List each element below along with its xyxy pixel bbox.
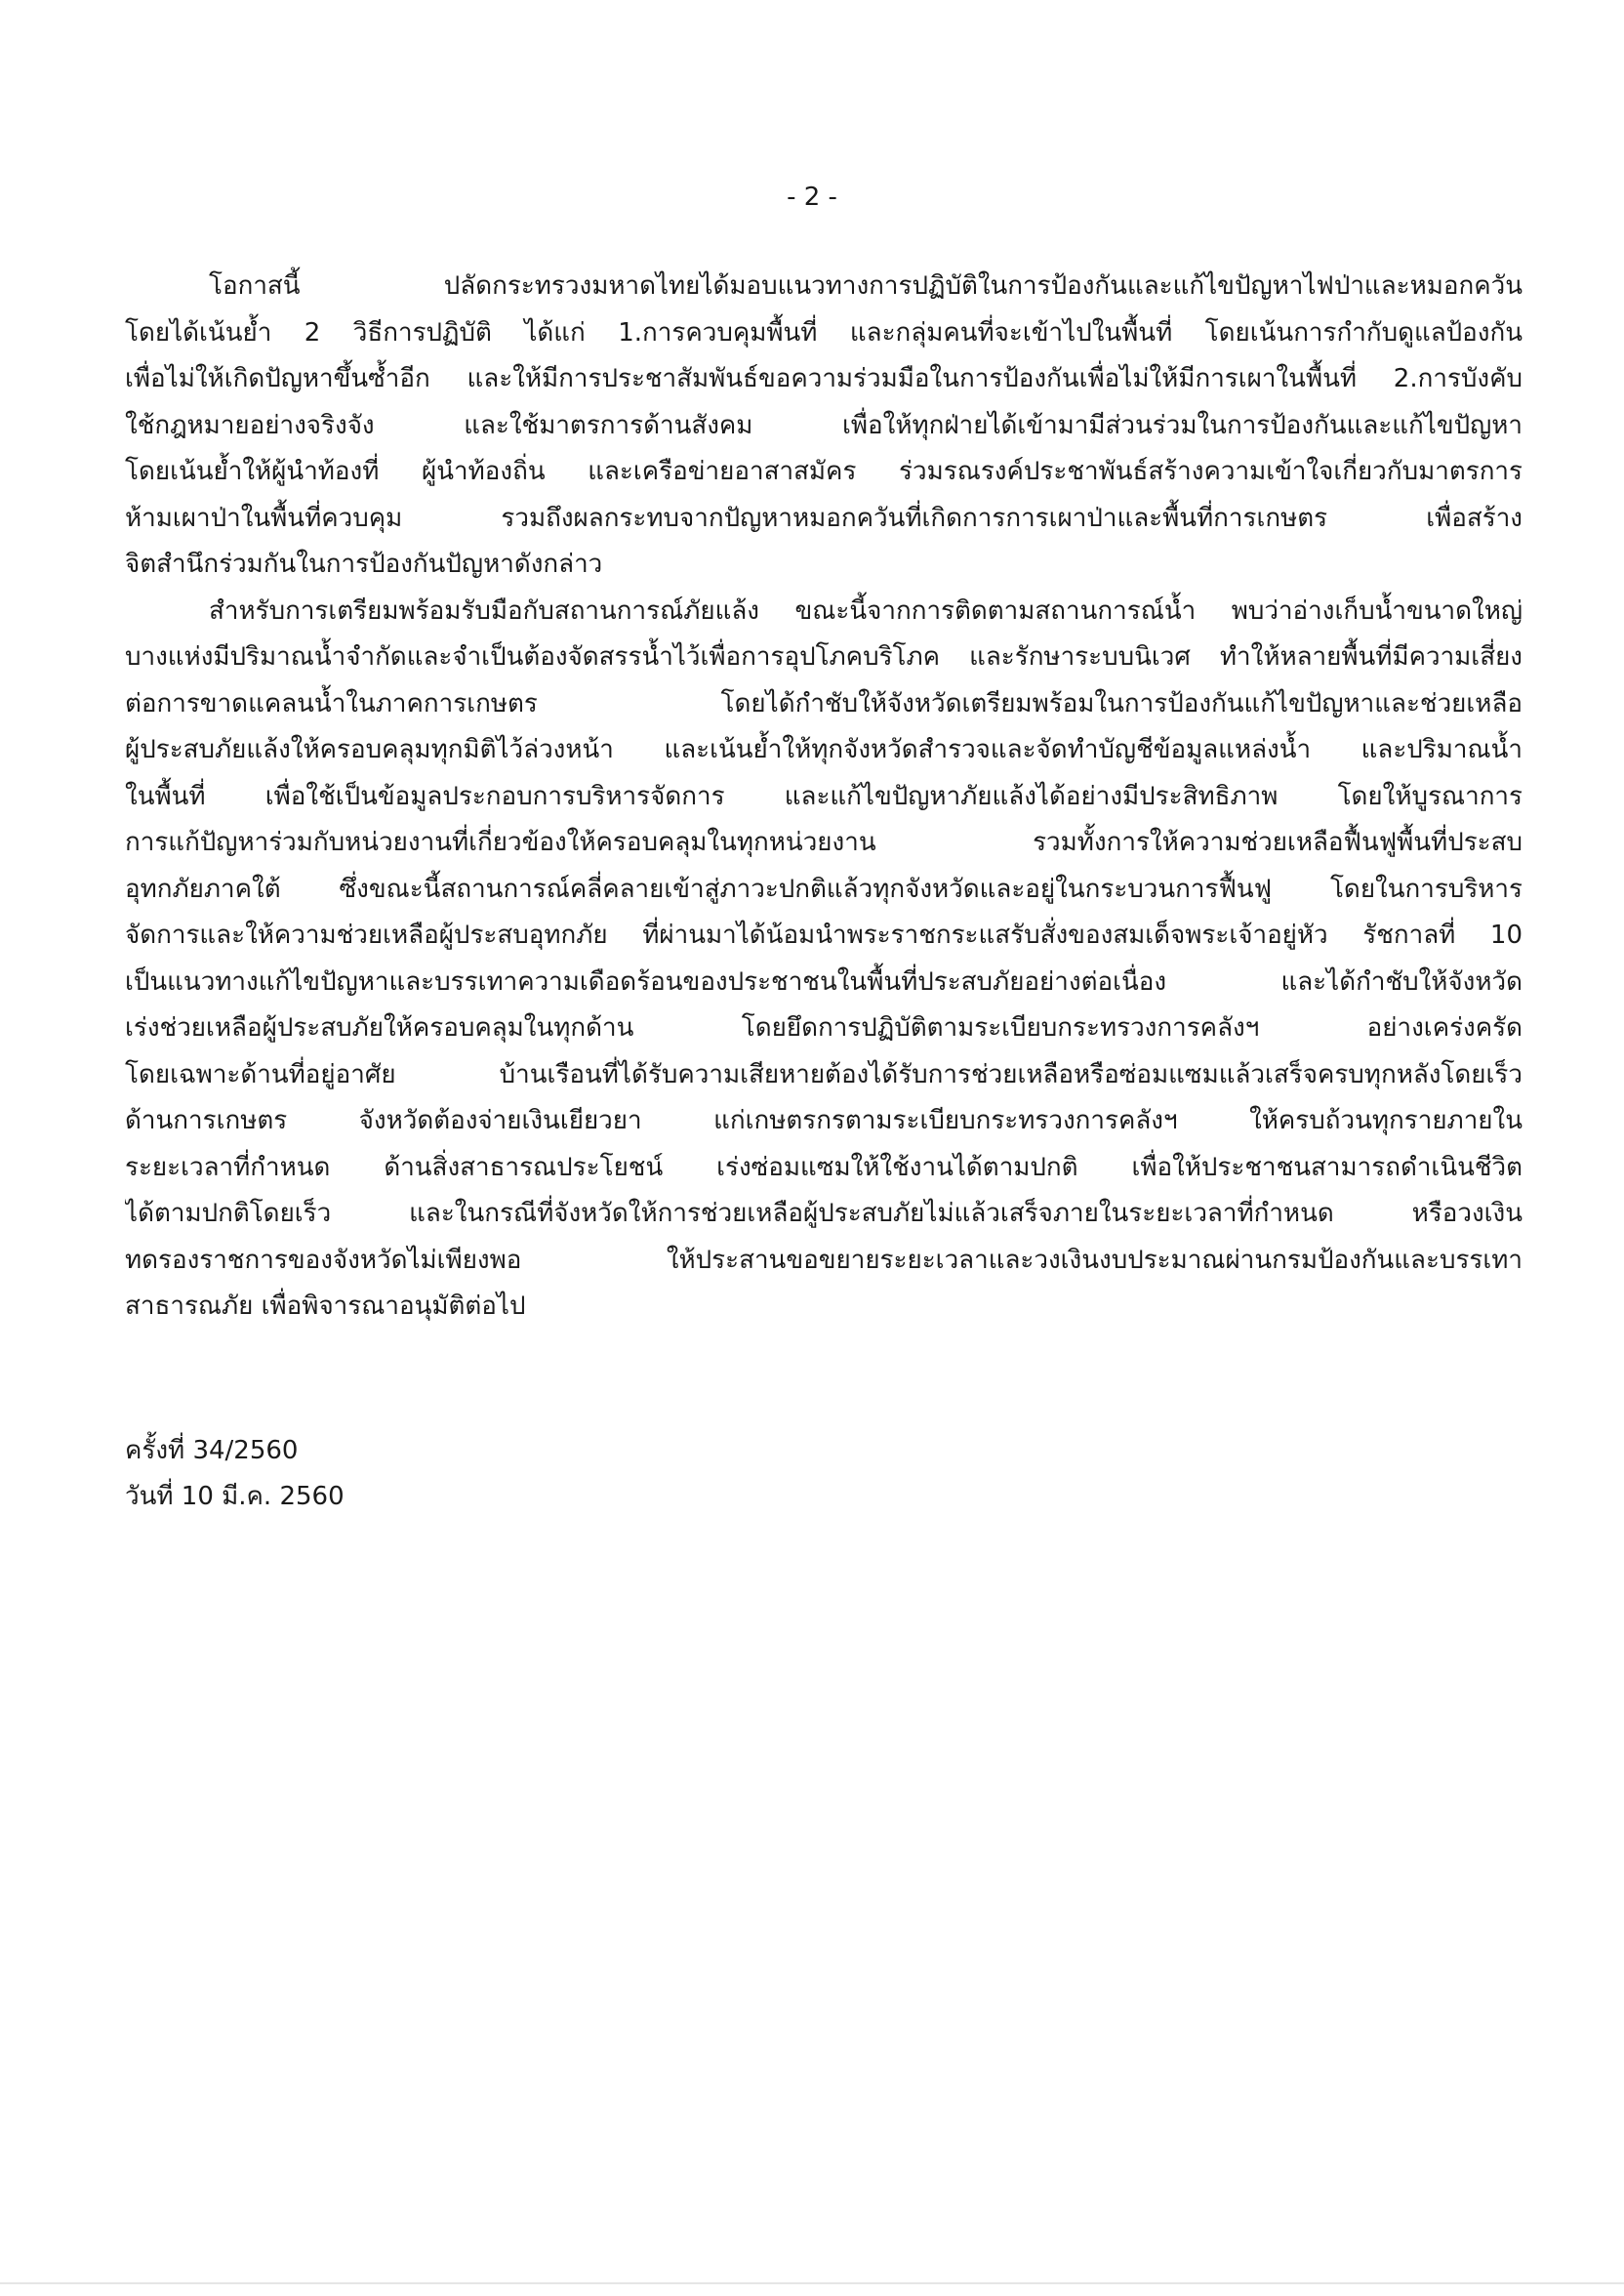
paragraph-1-line: โดยเน้นย้ำให้ผู้นำท้องที่ ผู้นำท้องถิ่น และเครือข่ายอาสาสมัคร ร่วมรณรงค์ประชาพันธ์สร้างความเข้าใจเกี่ยวกับมาตรการ <box>125 457 1522 486</box>
paragraph-1-line: จิตสำนึกร่วมกันในการป้องกันปัญหาดังกล่าว <box>125 550 603 579</box>
paragraph-2-line: ในพื้นที่ เพื่อใช้เป็นข้อมูลประกอบการบริหารจัดการ และแก้ไขปัญหาภัยแล้งได้อย่างมีประสิทธิภาพ โดยให้บูรณาการ <box>125 781 1522 811</box>
paragraph-1-line: ห้ามเผาป่าในพื้นที่ควบคุม รวมถึงผลกระทบจากปัญหาหมอกควันที่เกิดการการเผาป่าและพื้นที่การเกษตร เพื่อสร้าง <box>125 503 1522 533</box>
document-body <box>125 264 1522 1331</box>
paragraph-2-line: สาธารณภัย เพื่อพิจารณาอนุมัติต่อไป <box>125 1292 526 1321</box>
paragraph-2-line: สำหรับการเตรียมพร้อมรับมือกับสถานการณ์ภัยแล้ง ขณะนี้จากการติดตามสถานการณ์น้ำ พบว่าอ่างเก็บน้ำขนาดใหญ่ <box>209 595 1522 626</box>
meeting-info <box>125 1428 808 1520</box>
paragraph-2-line: เร่งช่วยเหลือผู้ประสบภัยให้ครอบคลุมในทุกด้าน โดยยึดการปฏิบัติตามระเบียบกระทรวงการคลังฯ อย่างเคร่งครัด <box>125 1013 1522 1043</box>
paragraph-2-line: ด้านการเกษตร จังหวัดต้องจ่ายเงินเยียวยา แก่เกษตรกรตามระเบียบกระทรวงการคลังฯ ให้ครบถ้วนทุกรายภายใน <box>125 1106 1522 1135</box>
meeting-number: ครั้งที่ 34/2560 <box>125 1436 299 1465</box>
paragraph-2-line: ต่อการขาดแคลนน้ำในภาคการเกษตร โดยได้กำชับให้จังหวัดเตรียมพร้อมในการป้องกันแก้ไขปัญหาและช่วยเหลือ <box>125 688 1522 718</box>
paragraph-2-line: ระยะเวลาที่กำหนด ด้านสิ่งสาธารณประโยชน์ เร่งซ่อมแซมให้ใช้งานได้ตามปกติ เพื่อให้ประชาชนสามารถดำเนินชีวิต <box>125 1152 1522 1182</box>
meeting-date: วันที่ 10 มี.ค. 2560 <box>125 1482 345 1511</box>
paragraph-2-line: ผู้ประสบภัยแล้งให้ครอบคลุมทุกมิติไว้ล่วงหน้า และเน้นย้ำให้ทุกจังหวัดสำรวจและจัดทำบัญชีข้อมูลแหล่งน้ำ และปริมาณน้ำ <box>125 735 1522 764</box>
paragraph-1-line: โอกาสนี้ ปลัดกระทรวงมหาดไทยได้มอบแนวทางการปฏิบัติในการป้องกันและแก้ไขปัญหาไฟป่าและหมอกควัน <box>209 271 1522 301</box>
paragraph-1-line: ใช้กฎหมายอย่างจริงจัง และใช้มาตรการด้านสังคม เพื่อให้ทุกฝ่ายได้เข้ามามีส่วนร่วมในการป้องกันและแก้ไขปัญหา <box>125 410 1522 440</box>
paragraph-2-line: โดยเฉพาะด้านที่อยู่อาศัย บ้านเรือนที่ได้รับความเสียหายต้องได้รับการช่วยเหลือหรือซ่อมแซมแล้วเสร็จครบทุกหลังโดยเร็ว <box>125 1059 1522 1089</box>
paragraph-2-line: การแก้ปัญหาร่วมกับหน่วยงานที่เกี่ยวข้องให้ครอบคลุมในทุกหน่วยงาน รวมทั้งการให้ความช่วยเหลือฟื้นฟูพื้นที่ประสบ <box>125 828 1522 857</box>
paragraph-2-line: บางแห่งมีปริมาณน้ำจำกัดและจำเป็นต้องจัดสรรน้ำไว้เพื่อการอุปโภคบริโภค และรักษาระบบนิเวศ ทำให้หลายพื้นที่มีความเสี่ยง <box>125 642 1522 672</box>
paragraph-2-line: เป็นแนวทางแก้ไขปัญหาและบรรเทาความเดือดร้อนของประชาชนในพื้นที่ประสบภัยอย่างต่อเนื่อง และได้กำชับให้จังหวัด <box>125 966 1522 997</box>
paragraph-1-line: โดยได้เน้นย้ำ 2 วิธีการปฏิบัติ ได้แก่ 1.การควบคุมพื้นที่ และกลุ่มคนที่จะเข้าไปในพื้นที่ โดยเน้นการกำกับดูแลป้องกัน <box>125 317 1522 348</box>
paragraph-2-line: ทดรองราชการของจังหวัดไม่เพียงพอ ให้ประสานขอขยายระยะเวลาและวงเงินงบประมาณผ่านกรมป้องกันและบรรเทา <box>125 1245 1522 1275</box>
paragraph-2-line: อุทกภัยภาคใต้ ซึ่งขณะนี้สถานการณ์คลี่คลายเข้าสู่ภาวะปกติแล้วทุกจังหวัดและอยู่ในกระบวนการฟื้นฟู โดยในการบริหาร <box>125 874 1522 904</box>
paragraph-1-line: เพื่อไม่ให้เกิดปัญหาขึ้นซ้ำอีก และให้มีการประชาสัมพันธ์ขอความร่วมมือในการป้องกันเพื่อไม่ให้มีการเผาในพื้นที่ 2.การบังคับ <box>125 364 1522 393</box>
paragraph-2-line: ได้ตามปกติโดยเร็ว และในกรณีที่จังหวัดให้การช่วยเหลือผู้ประสบภัยไม่แล้วเสร็จภายในระยะเวลาที่กำหนด หรือวงเงิน <box>125 1199 1522 1228</box>
page-number: - 2 - <box>787 183 837 212</box>
scan-bottom-edge <box>0 2282 1624 2284</box>
paragraph-2-line: จัดการและให้ความช่วยเหลือผู้ประสบอุทกภัย ที่ผ่านมาได้น้อมนำพระราชกระแสรับสั่งของสมเด็จพระเจ้าอยู่หัว รัชกาลที่ 10 <box>125 921 1522 950</box>
